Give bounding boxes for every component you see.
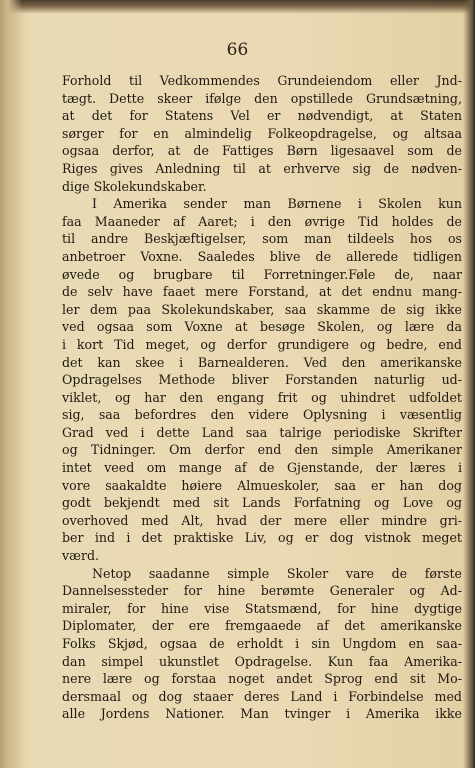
text-line: ber ind i det praktiske Liv, og er dog vistnok meget (62, 530, 462, 546)
text-line: sig, saa befordres den videre Oplysning i væsentlig (62, 407, 462, 423)
text-line: miraler, for hine vise Statsmænd, for hine dygtige (62, 600, 462, 616)
text-line: ved ogsaa som Voxne at besøge Skolen, og lære da (62, 319, 462, 335)
text-line: øvede og brugbare til Forretninger.Føle de, naar (62, 266, 462, 282)
text-line: det kan skee i Barnealderen. Ved den amerikanske (62, 354, 462, 370)
text-line: tægt. Dette skeer ifølge den opstillede Grundsætning, (62, 90, 462, 106)
text-line: Diplomater, der ere fremgaaede af det amerikanske (62, 618, 462, 634)
page-number: 66 (226, 40, 249, 60)
text-line: Opdragelses Methode bliver Forstanden naturlig ud- (62, 372, 462, 388)
text-line: viklet, og har den engang frit og uhindret udfoldet (62, 389, 462, 405)
text-line: overhoved med Alt, hvad der mere eller mindre gri- (62, 512, 462, 528)
text-line: vore saakaldte høiere Almueskoler, saa er han dog (62, 477, 462, 493)
text-line: I Amerika sender man Børnene i Skolen kun (92, 196, 462, 212)
text-line: faa Maaneder af Aaret; i den øvrige Tid holdes de (62, 213, 462, 229)
body-text (62, 72, 462, 723)
text-line: alle Jordens Nationer. Man tvinger i Amerika ikke (62, 706, 462, 722)
text-line: Folks Skjød, ogsaa de erholdt i sin Ungdom en saa- (62, 636, 462, 651)
text-line: nere lære og forstaa noget andet Sprog end sit Mo- (62, 671, 462, 687)
page-gutter (0, 0, 22, 768)
text-line: dige Skolekundskaber. (62, 178, 207, 194)
text-line: sørger for en almindelig Folkeopdragelse, og altsaa (62, 125, 462, 141)
text-line: til andre Beskjæftigelser, som man tildeels hos os (62, 231, 462, 247)
text-line: dersmaal og dog staaer deres Land i Forbindelse med (62, 688, 462, 704)
text-line: de selv have faaet mere Forstand, at det endnu mang- (62, 284, 462, 300)
page-top-shadow (0, 0, 475, 14)
text-line: værd. (62, 548, 100, 564)
text-line: dan simpel ukunstlet Opdragelse. Kun faa Amerika- (62, 653, 462, 669)
text-line: ogsaa derfor, at de Fattiges Børn ligesaavel som de (62, 143, 462, 159)
text-line: og Tidninger. Om derfor end den simple Amerikaner (62, 442, 462, 458)
text-line: ler dem paa Skolekundskaber, saa skamme de sig ikke (62, 301, 462, 317)
text-line: Grad ved i dette Land saa talrige periodiske Skrifter (62, 424, 462, 440)
text-line: i kort Tid meget, og derfor grundigere og bedre, end (62, 336, 462, 352)
text-line: anbetroer Voxne. Saaledes blive de allerede tidligen (62, 248, 462, 264)
text-line: intet veed om mange af de Gjenstande, der læres i (62, 460, 462, 476)
text-line: at det for Statens Vel er nødvendigt, at Staten (62, 108, 462, 124)
page-right-edge (463, 0, 475, 768)
text-line: Netop saadanne simple Skoler vare de første (92, 565, 462, 581)
text-line: Riges gives Anledning til at erhverve sig de nødven- (62, 160, 462, 176)
text-line: Dannelsessteder for hine berømte Generaler og Ad- (62, 583, 462, 599)
text-line: Forhold til Vedkommendes Grundeiendom eller Jnd- (62, 73, 462, 88)
text-line: godt bekjendt med sit Lands Forfatning og Love og (62, 495, 462, 511)
